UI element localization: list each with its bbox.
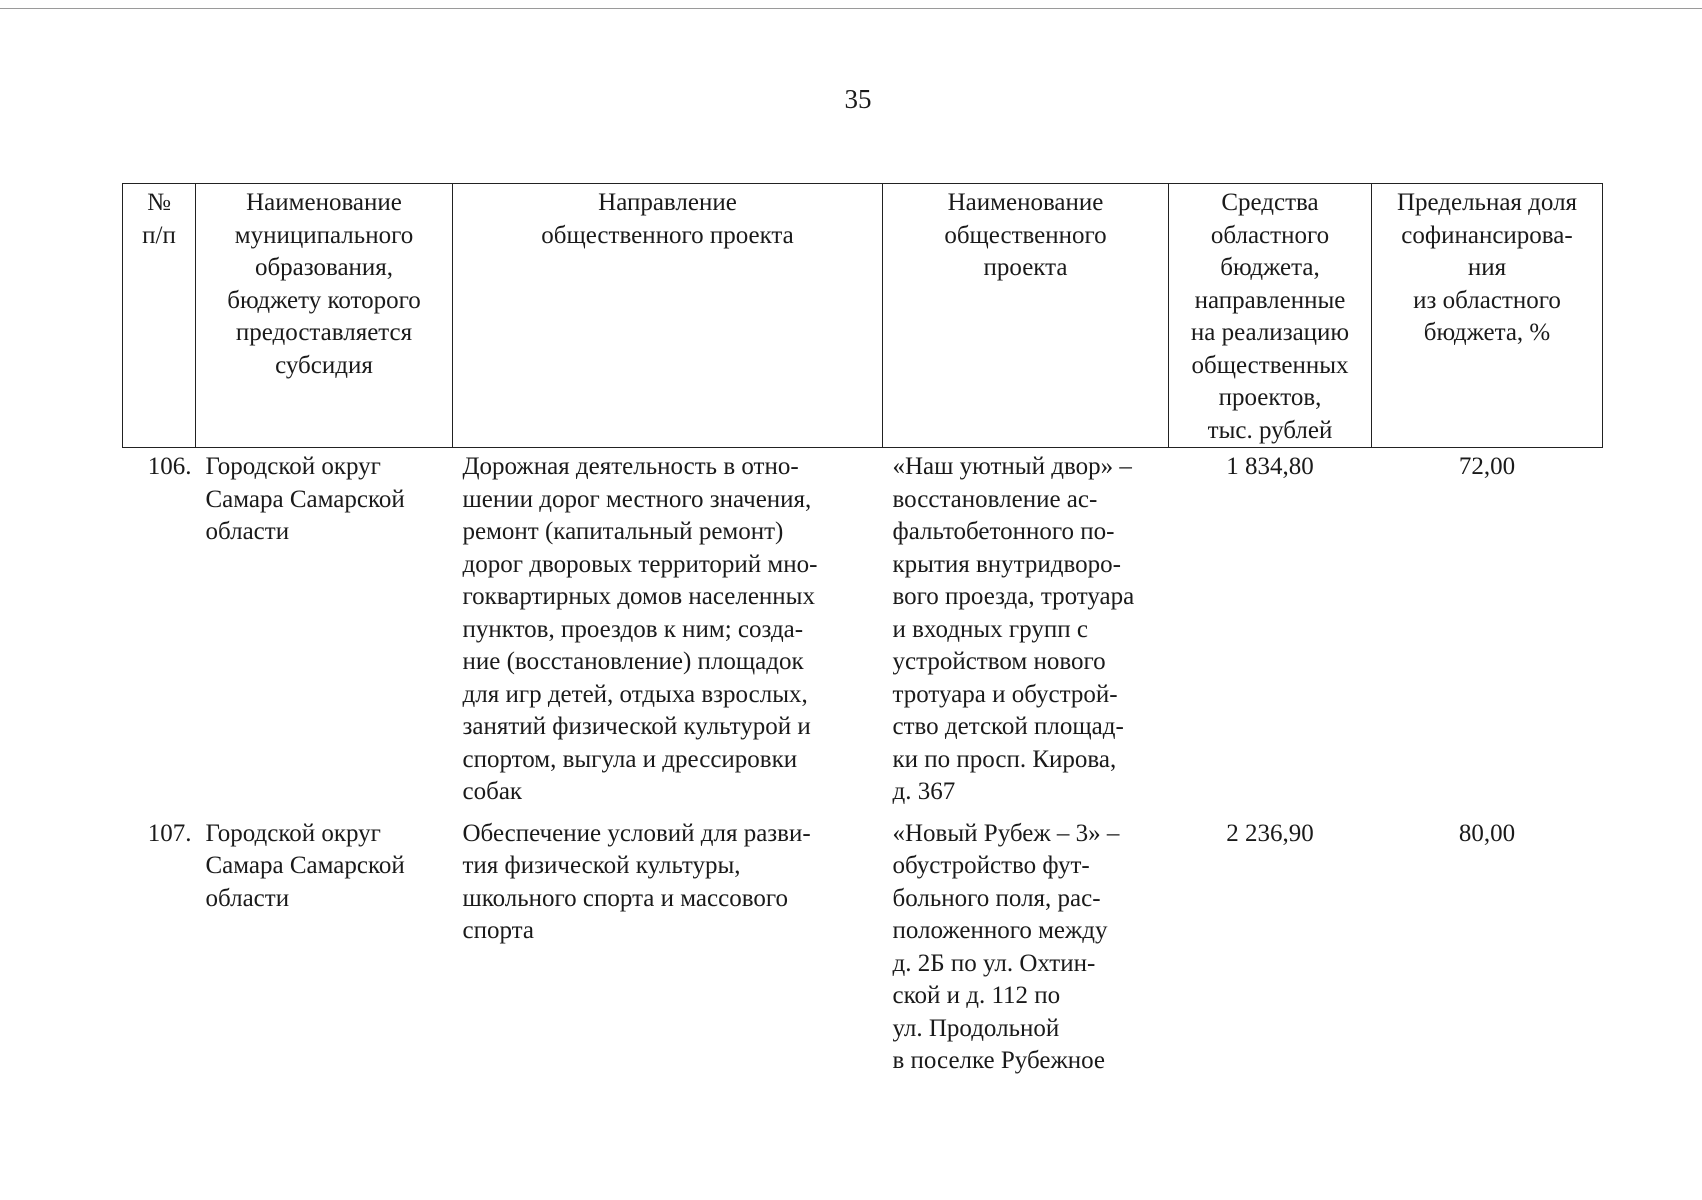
page-top-edge (0, 8, 1702, 9)
row-budget-funds: 1 834,80 (1226, 453, 1314, 480)
table-header-row (123, 184, 1603, 448)
row-municipality: Городской округ Самара Самарской области (205, 819, 405, 912)
row-budget-funds: 2 236,90 (1226, 819, 1314, 847)
row-number: 106. (147, 453, 192, 480)
row-number: 107. (147, 819, 192, 847)
header-cofinancing-share: Предельная доля софинансирова- ния из областного бюджета, % (1372, 184, 1603, 448)
table-row (123, 815, 1603, 1084)
row-project-direction: Обеспечение условий для разви- тия физической культуры, школьного спорта и массового спорта (462, 819, 811, 944)
row-cofinancing-share: 80,00 (1458, 819, 1516, 847)
row-project-direction: Дорожная деятельность в отно- шении дорог местного значения, ремонт (капитальный ремонт) дорог дворовых территорий мно- гоквартирных домов населенных пунктов, проездов к ним; созда- ние (восстановление) площадок для игр детей, отдыха взрослых, занятий физической культурой и спортом, выгула и дрессировки собак (462, 453, 818, 805)
header-regional-budget-funds: Средства областного бюджета, направленные на реализацию общественных проектов, тыс. рублей (1169, 184, 1372, 448)
header-number: № п/п (123, 184, 196, 448)
header-project-direction: Направление общественного проекта (453, 184, 883, 448)
subsidy-table (122, 183, 1603, 1084)
table-row (123, 448, 1603, 815)
row-cofinancing-share: 72,00 (1458, 453, 1516, 480)
row-project-name: «Наш уютный двор» – восстановление ас- фальтобетонного по- крытия внутридворо- вого проезда, тротуара и входных групп с устройством нового тротуара и обустрой- ство детской площад- ки по просп. Кирова, д. 367 (892, 453, 1135, 805)
row-municipality: Городской округ Самара Самарской области (205, 453, 405, 545)
header-project-name: Наименование общественного проекта (883, 184, 1169, 448)
row-project-name: «Новый Рубеж – 3» – обустройство фут- больного поля, рас- положенного между д. 2Б по ул. Охтин- ской и д. 112 по ул. Продольной в поселке Рубежное (892, 819, 1120, 1074)
header-municipality: Наименование муниципального образования, бюджету которого предоставляется субсидия (196, 184, 453, 448)
page-number: 35 (844, 84, 872, 114)
